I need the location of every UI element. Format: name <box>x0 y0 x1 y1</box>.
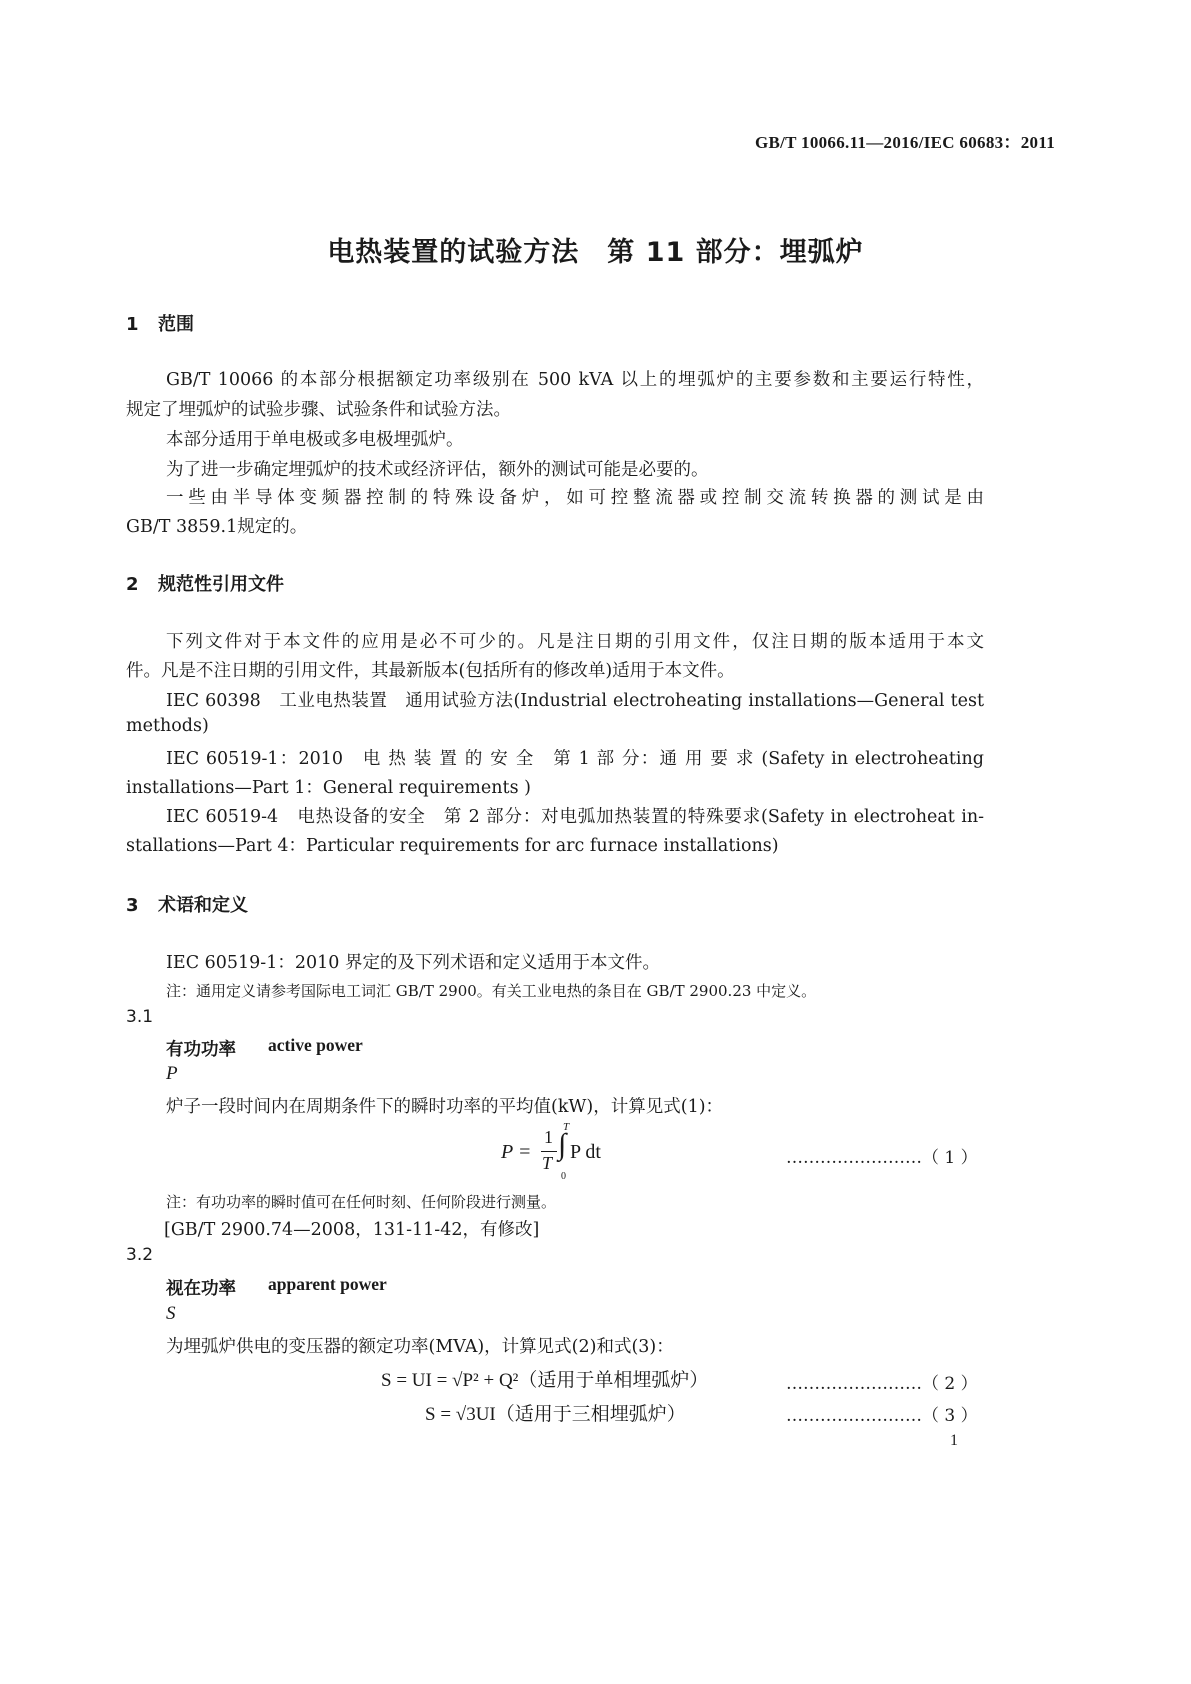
term-symbol: S <box>166 1303 176 1324</box>
reference-line: methods) <box>126 716 209 736</box>
paragraph-line: 下列文件对于本文件的应用是必不可少的。凡是注日期的引用文件，仅注日期的版本适用于本文 <box>166 632 984 652</box>
reference-line: stallations—Part 4：Particular requirements for arc furnace installations) <box>126 836 779 856</box>
section-2-heading <box>126 570 284 596</box>
equation-number: ……………………（ 3 ） <box>786 1406 978 1426</box>
fraction-bar <box>541 1151 557 1152</box>
reference-line: installations—Part 1：General requirements ) <box>126 778 531 798</box>
paragraph-line: GB/T 10066 的本部分根据额定功率级别在 500 kVA 以上的埋弧炉的主要参数和主要运行特性， <box>166 370 984 390</box>
integral-upper-limit: T <box>563 1121 570 1133</box>
paragraph-line: 一些由半导体变频器控制的特殊设备炉，如可控整流器或控制交流转换器的测试是由 <box>166 488 984 508</box>
paragraph-line: GB/T 3859.1规定的。 <box>126 517 308 537</box>
document-code: GB/T 10066.11—2016/IEC 60683：2011 <box>754 133 1055 152</box>
page-number: 1 <box>950 1432 958 1449</box>
paragraph-line: 件。凡是不注日期的引用文件，其最新版本(包括所有的修改单)适用于本文件。 <box>126 661 735 681</box>
term-name-cn: 视在功率 <box>166 1279 236 1299</box>
reference-line: IEC 60519-1：2010 电 热 装 置 的 安 全 第 1 部 分：通 用 要 求 (Safety in electroheating <box>166 749 984 769</box>
paragraph: IEC 60519-1：2010 界定的及下列术语和定义适用于本文件。 <box>166 953 660 973</box>
section-number: 1 <box>126 314 139 335</box>
section-number: 2 <box>126 574 139 595</box>
paragraph: 为了进一步确定埋弧炉的技术或经济评估，额外的测试可能是必要的。 <box>166 460 709 480</box>
paragraph-line: 规定了埋弧炉的试验步骤、试验条件和试验方法。 <box>126 400 511 420</box>
page-title: 电热装置的试验方法 第 11 部分：埋弧炉 <box>327 237 864 268</box>
formula-integrand: P dt <box>570 1141 601 1163</box>
equation-2: S = UI = √P² + Q²（适用于单相埋弧炉） <box>381 1370 709 1391</box>
equation-3: S = √3UI（适用于三相埋弧炉） <box>425 1404 686 1425</box>
note: 注：有功功率的瞬时值可在任何时刻、任何阶段进行测量。 <box>166 1193 557 1211</box>
term-symbol: P <box>166 1063 178 1084</box>
term-definition: 为埋弧炉供电的变压器的额定功率(MVA)，计算见式(2)和式(3)： <box>166 1337 674 1357</box>
equation-number: ……………………（ 2 ） <box>786 1374 978 1394</box>
section-title: 规范性引用文件 <box>158 574 284 595</box>
section-title: 范围 <box>158 314 194 335</box>
term-definition: 炉子一段时间内在周期条件下的瞬时功率的平均值(kW)，计算见式(1)： <box>166 1097 724 1117</box>
reference-line: IEC 60398 工业电热装置 通用试验方法(Industrial electroheating installations—General test <box>166 691 984 711</box>
note: 注：通用定义请参考国际电工词汇 GB/T 2900。有关工业电热的条目在 GB/T 2900.23 中定义。 <box>166 982 817 1000</box>
source-reference: [GB/T 2900.74—2008，131-11-42，有修改] <box>164 1220 540 1240</box>
clause-number: 3.1 <box>126 1007 154 1027</box>
reference-line: IEC 60519-4 电热设备的安全 第 2 部分：对电弧加热装置的特殊要求(Safety in electroheat in- <box>166 807 984 827</box>
term-name-cn: 有功功率 <box>166 1040 236 1060</box>
term-name-en: active power <box>268 1035 363 1055</box>
formula-numerator: 1 <box>544 1127 553 1147</box>
formula-lhs: P = <box>501 1141 532 1163</box>
section-1-heading <box>126 310 194 336</box>
integral-sign: ∫ <box>558 1128 567 1161</box>
term-name-en: apparent power <box>268 1274 387 1294</box>
section-title: 术语和定义 <box>158 895 248 916</box>
integral-lower-limit: 0 <box>561 1171 566 1182</box>
section-number: 3 <box>126 895 139 916</box>
paragraph: 本部分适用于单电极或多电极埋弧炉。 <box>166 430 464 450</box>
clause-number: 3.2 <box>126 1245 154 1265</box>
formula-denominator: T <box>542 1153 553 1173</box>
equation-number: ……………………（ 1 ） <box>786 1148 978 1168</box>
section-3-heading <box>126 891 248 917</box>
